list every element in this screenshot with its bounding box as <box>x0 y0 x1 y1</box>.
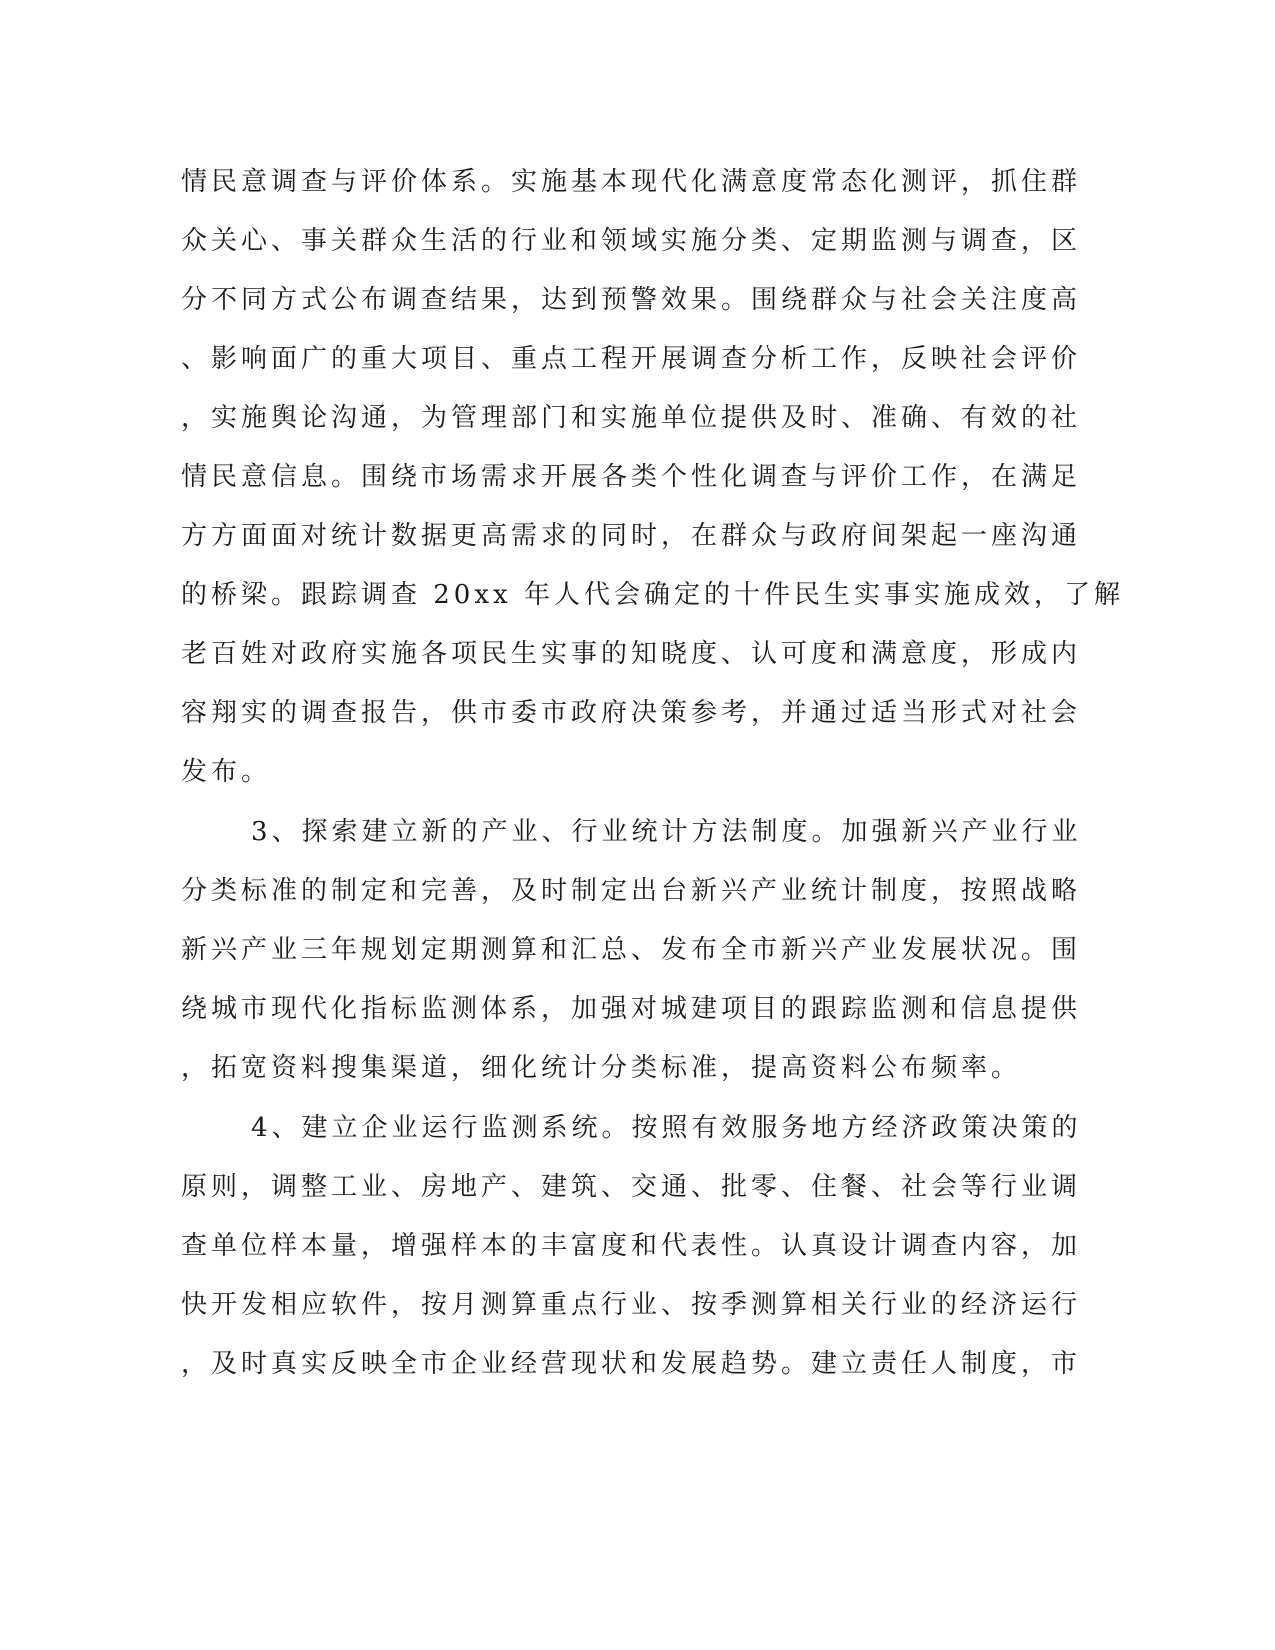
text-line: 方方面面对统计数据更高需求的同时，在群众与政府间架起一座沟通 <box>181 521 1082 551</box>
text-line: ，实施舆论沟通，为管理部门和实施单位提供及时、准确、有效的社 <box>181 403 1082 433</box>
text-line: 老百姓对政府实施各项民生实事的知晓度、认可度和满意度，形成内 <box>181 639 1082 669</box>
text-line: 情民意调查与评价体系。实施基本现代化满意度常态化测评，抓住群 <box>181 167 1082 197</box>
text-line: 、影响面广的重大项目、重点工程开展调查分析工作，反映社会评价 <box>181 344 1082 374</box>
text-line: 快开发相应软件，按月测算重点行业、按季测算相关行业的经济运行 <box>181 1290 1082 1320</box>
paragraph-heading-4: 4、建立企业运行监测系统。按照有效服务地方经济政策决策的 <box>251 1113 1082 1143</box>
text-line: 的桥梁。跟踪调查 20xx 年人代会确定的十件民生实事实施成效，了解 <box>181 580 1124 610</box>
paragraph-heading-3: 3、探索建立新的产业、行业统计方法制度。加强新兴产业行业 <box>251 817 1082 847</box>
text-line: 新兴产业三年规划定期测算和汇总、发布全市新兴产业发展状况。围 <box>181 935 1082 965</box>
text-line: 原则，调整工业、房地产、建筑、交通、批零、住餐、社会等行业调 <box>181 1172 1082 1202</box>
text-line: 分不同方式公布调查结果，达到预警效果。围绕群众与社会关注度高 <box>181 285 1082 315</box>
text-line: ，拓宽资料搜集渠道，细化统计分类标准，提高资料公布频率。 <box>181 1053 1022 1083</box>
text-line: 容翔实的调查报告，供市委市政府决策参考，并通过适当形式对社会 <box>181 698 1082 728</box>
text-line: 发布。 <box>181 757 272 787</box>
text-line: ，及时真实反映全市企业经营现状和发展趋势。建立责任人制度，市 <box>181 1349 1082 1379</box>
text-line: 查单位样本量，增强样本的丰富度和代表性。认真设计调查内容，加 <box>181 1231 1082 1261</box>
text-line: 分类标准的制定和完善，及时制定出台新兴产业统计制度，按照战略 <box>181 876 1082 906</box>
text-line: 绕城市现代化指标监测体系，加强对城建项目的跟踪监测和信息提供 <box>181 994 1082 1024</box>
text-line: 情民意信息。围绕市场需求开展各类个性化调查与评价工作，在满足 <box>181 462 1082 492</box>
text-line: 众关心、事关群众生活的行业和领域实施分类、定期监测与调查，区 <box>181 226 1082 256</box>
